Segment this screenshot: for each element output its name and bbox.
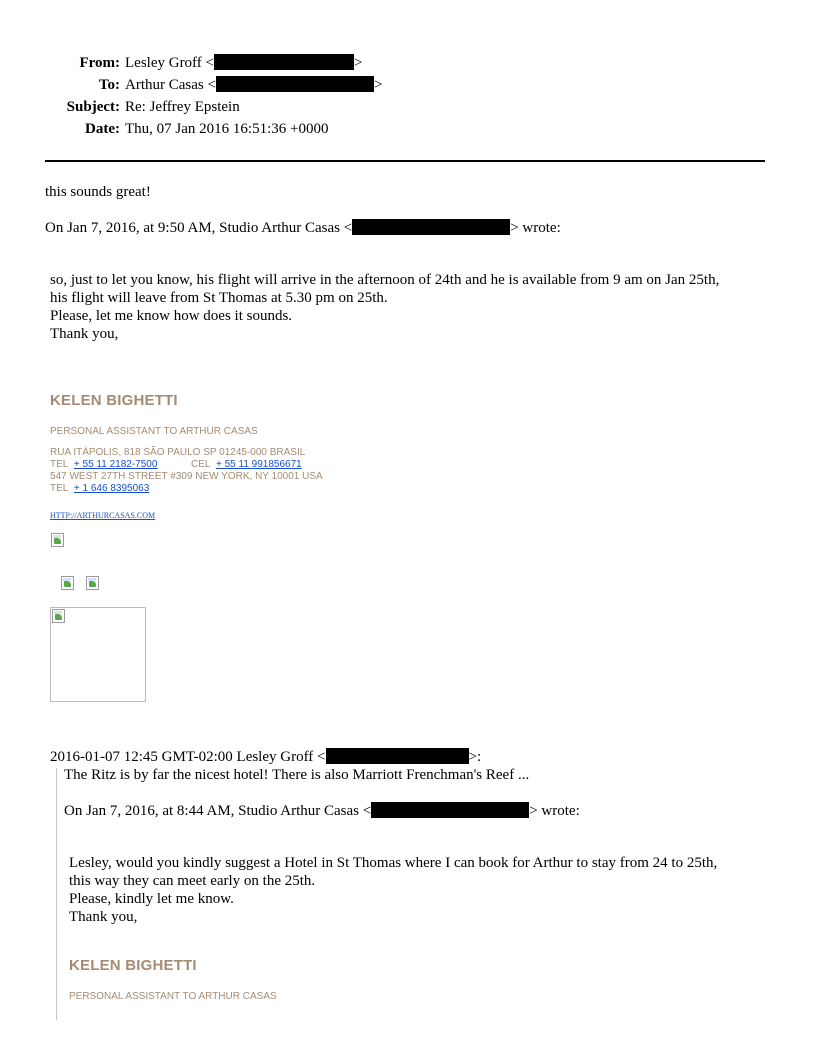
- cel-brazil-link[interactable]: + 55 11 991856671: [216, 459, 302, 470]
- quote1-line: so, just to let you know, his flight will arrive in the afternoon of 24th and he is available from 9 am on Jan 25th,: [50, 272, 720, 288]
- from-value: Lesley Groff <: [125, 55, 214, 71]
- signature-title: PERSONAL ASSISTANT TO ARTHUR CASAS: [50, 426, 258, 437]
- thread2-quote-line: Lesley, would you kindly suggest a Hotel in St Thomas where I can book for Arthur to stay from 24 to 25th,: [69, 855, 718, 871]
- thread2-quote-line: Thank you,: [69, 909, 138, 925]
- header-subject-row: [0, 98, 240, 116]
- to-label: To:: [98, 77, 120, 93]
- date-label: Date:: [85, 121, 120, 137]
- thread2-quote-line: Please, kindly let me know.: [69, 891, 234, 907]
- tel-brazil-link[interactable]: + 55 11 2182-7500: [73, 459, 158, 470]
- phone-row-usa: [50, 483, 323, 495]
- date-value: Thu, 07 Jan 2016 16:51:36 +0000: [125, 121, 329, 137]
- thread2-signature-title: PERSONAL ASSISTANT TO ARTHUR CASAS: [69, 991, 277, 1002]
- quote-border: [56, 768, 57, 1020]
- thread2-quote-intro-pre: On Jan 7, 2016, at 8:44 AM, Studio Arthur Casas <: [64, 803, 372, 819]
- broken-image-icon: [52, 609, 66, 624]
- cel-label: CEL: [190, 459, 211, 470]
- redaction-bar: [214, 54, 354, 70]
- quote1-line: his flight will leave from St Thomas at 5.30 pm on 25th.: [50, 290, 388, 306]
- redaction-bar: [352, 219, 510, 235]
- subject-value: Re: Jeffrey Epstein: [125, 99, 240, 115]
- signature-name: KELEN BIGHETTI: [50, 392, 178, 409]
- broken-image-icon: [51, 533, 65, 548]
- thread2-quote-intro: [64, 802, 580, 820]
- redaction-bar: [216, 76, 374, 92]
- redaction-bar: [326, 748, 469, 764]
- reply-text: this sounds great!: [45, 184, 151, 200]
- thread2-intro-post: >:: [468, 749, 482, 765]
- thread2-quote-intro-post: > wrote:: [529, 803, 580, 819]
- header-divider: [45, 160, 765, 162]
- quote1-intro-post: > wrote:: [510, 220, 561, 236]
- quote1-intro-pre: On Jan 7, 2016, at 9:50 AM, Studio Arthur Casas <: [45, 220, 353, 236]
- subject-label: Subject:: [66, 99, 120, 115]
- header-from-row: [0, 54, 362, 72]
- quote1-message: [50, 271, 719, 343]
- broken-image-icon[interactable]: [86, 576, 100, 591]
- address-brazil: RUA ITÁPOLIS, 818 SÃO PAULO SP 01245-000 BRASIL: [50, 447, 306, 458]
- to-value: Arthur Casas <: [125, 77, 216, 93]
- tel-label: TEL: [50, 459, 69, 470]
- to-close: >: [373, 77, 383, 93]
- thread2-intro: [50, 748, 481, 766]
- image-placeholder: [50, 607, 146, 702]
- tel-label: TEL: [50, 483, 69, 494]
- redaction-bar: [371, 802, 529, 818]
- header-date-row: [0, 120, 328, 138]
- website-link[interactable]: HTTP://ARTHURCASAS.COM: [50, 511, 156, 520]
- quote1-line: Please, let me know how does it sounds.: [50, 308, 293, 324]
- thread2-signature-name: KELEN BIGHETTI: [69, 957, 197, 974]
- thread2-quote-message: [69, 854, 717, 926]
- header-to-row: [0, 76, 382, 94]
- phone-row-brazil: [50, 459, 323, 471]
- thread2-quote-line: this way they can meet early on the 25th.: [69, 873, 316, 889]
- from-label: From:: [79, 55, 120, 71]
- signature-address-block: [50, 447, 323, 495]
- broken-image-icon[interactable]: [61, 576, 75, 591]
- tel-usa-link[interactable]: + 1 646 8395063: [73, 483, 150, 494]
- from-close: >: [354, 55, 363, 71]
- quote1-intro: [45, 219, 561, 237]
- quote1-line: Thank you,: [50, 326, 119, 342]
- thread2-reply: The Ritz is by far the nicest hotel! There is also Marriott Frenchman's Reef ...: [64, 767, 530, 783]
- thread2-intro-pre: 2016-01-07 12:45 GMT-02:00 Lesley Groff <: [50, 749, 326, 765]
- address-usa: 547 WEST 27TH STREET #309 NEW YORK, NY 10001 USA: [50, 471, 323, 482]
